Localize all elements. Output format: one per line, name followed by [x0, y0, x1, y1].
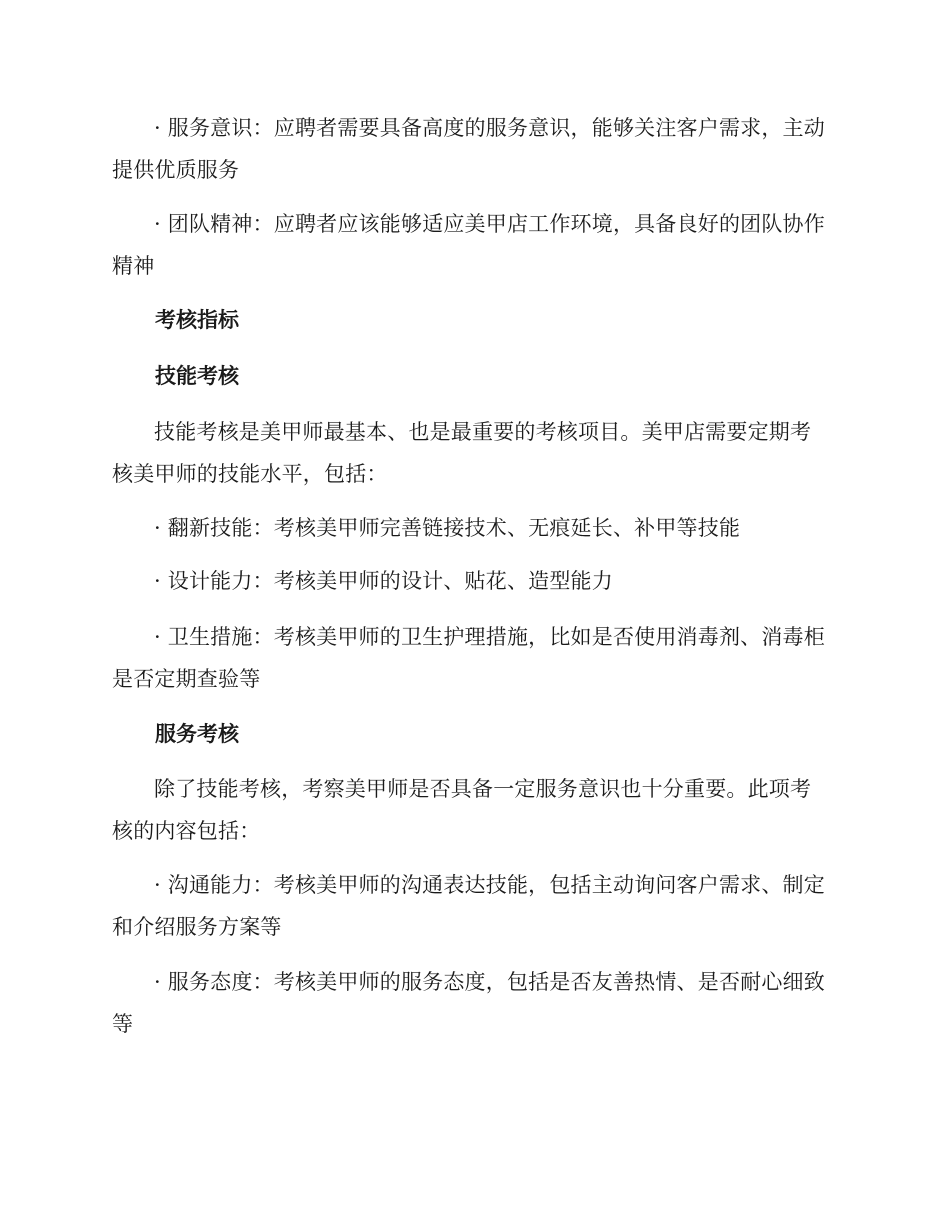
bullet-hygiene-measures: · 卫生措施：考核美甲师的卫生护理措施，比如是否使用消毒剂、消毒柜是否定期查验等 — [112, 625, 825, 691]
heading-service-assessment: 服务考核 — [155, 722, 239, 746]
bullet-service-attitude: · 服务态度：考核美甲师的服务态度，包括是否友善热情、是否耐心细致等 — [112, 970, 825, 1036]
bullet-service-awareness: · 服务意识：应聘者需要具备高度的服务意识，能够关注客户需求，主动提供优质服务 — [112, 116, 825, 182]
bullet-communication-ability: · 沟通能力：考核美甲师的沟通表达技能，包括主动询问客户需求、制定和介绍服务方案等 — [112, 873, 825, 939]
paragraph-skill-assessment: 技能考核是美甲师最基本、也是最重要的考核项目。美甲店需要定期考核美甲师的技能水平，包括： — [112, 420, 812, 486]
bullet-team-spirit: · 团队精神：应聘者应该能够适应美甲店工作环境，具备良好的团队协作精神 — [112, 212, 825, 278]
heading-assessment-indicators: 考核指标 — [155, 308, 239, 332]
bullet-design-ability: · 设计能力：考核美甲师的设计、贴花、造型能力 — [154, 569, 613, 593]
paragraph-service-assessment: 除了技能考核，考察美甲师是否具备一定服务意识也十分重要。此项考核的内容包括： — [112, 777, 812, 843]
bullet-renovation-skill: · 翻新技能：考核美甲师完善链接技术、无痕延长、补甲等技能 — [154, 516, 741, 540]
heading-skill-assessment: 技能考核 — [155, 364, 239, 388]
